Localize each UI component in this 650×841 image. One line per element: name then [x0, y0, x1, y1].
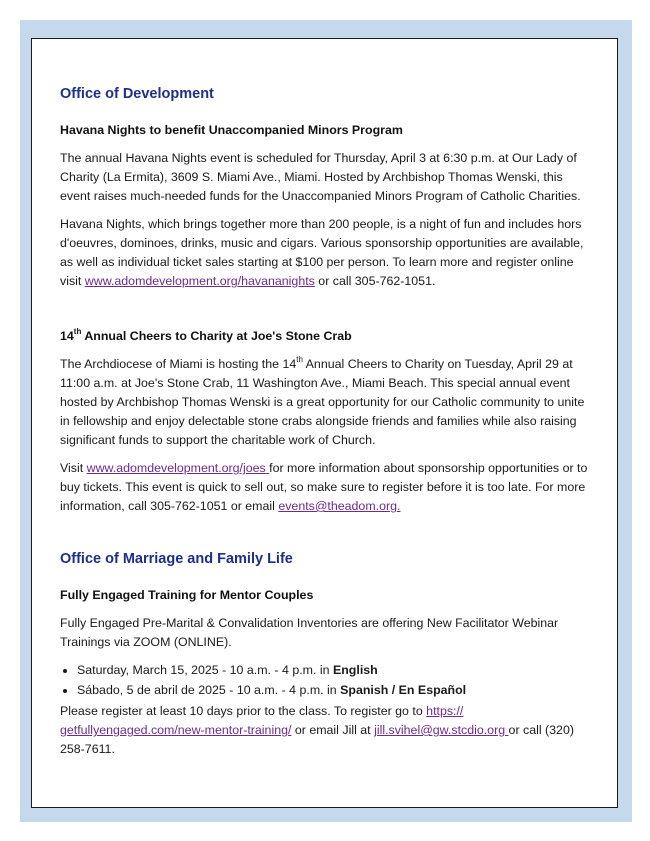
havana-nights-title: Havana Nights to benefit Unaccompanied Minors Program	[60, 123, 403, 137]
training-closing	[60, 702, 590, 759]
list-item-text: Sábado, 5 de abril de 2025 - 10 a.m. - 4 p.m. in	[77, 683, 341, 697]
havana-nights-para1: The annual Havana Nights event is scheduled for Thursday, April 3 at 6:30 p.m. at Our Lady of Charity (La Ermita), 3609 S. Miami Ave., Miami. Hosted by Archbishop Thomas Wenski, this event raises much-needed funds for the Unaccompanied Minors Program of Catholic Charities.	[60, 151, 581, 203]
closing-pre: Please register at least 10 days prior to the class. To register go to	[60, 704, 427, 718]
development-heading: Office of Development	[60, 86, 214, 102]
mentor-training-link[interactable]: https:// getfullyengaged.com/new-mentor-training/	[60, 704, 464, 737]
list-item	[77, 661, 590, 680]
document-content	[60, 85, 590, 768]
list-item	[77, 681, 590, 700]
events-email-link[interactable]: events@theadom.org.	[278, 499, 401, 513]
havana-nights-link[interactable]: www.adomdevelopment.org/havananights	[84, 274, 315, 288]
jill-email-link[interactable]: jill.svihel@gw.stcdio.org	[374, 723, 509, 737]
havana-nights-para2	[60, 215, 590, 291]
marriage-heading: Office of Marriage and Family Life	[60, 551, 293, 567]
spacer	[60, 300, 590, 327]
spacer	[60, 525, 590, 550]
cheers-para2-pre: Visit	[60, 461, 87, 475]
joes-link[interactable]: www.adomdevelopment.org/joes	[86, 461, 270, 475]
cheers-para2-mid: for more information about sponsorship opportunities or to buy tickets. This event is quick to sell out, so make sure to register before it is too late. For more information, call 305-762-1051 or email	[60, 461, 588, 513]
list-item-text: Saturday, March 15, 2025 - 10 a.m. - 4 p.m. in	[77, 663, 333, 677]
cheers-title-sup: th	[73, 327, 82, 336]
training-title: Fully Engaged Training for Mentor Couples	[60, 588, 314, 602]
cheers-para2	[60, 459, 590, 516]
closing-mid: or email Jill at	[291, 723, 375, 737]
cheers-title-rest: Annual Cheers to Charity at Joe's Stone Crab	[81, 329, 352, 343]
list-item-language: English	[332, 663, 378, 677]
havana-para2-text: Havana Nights, which brings together more than 200 people, is a night of fun and includes hors d'oeuvres, dominoes, drinks, music and cigars. Various sponsorship opportunities are available, as well as individual ticket sales starting at $100 per person. To learn more and register online visit	[60, 217, 584, 288]
training-intro: Fully Engaged Pre-Marital & Convalidation Inventories are offering New Facilitator Webinar Trainings via ZOOM (ONLINE).	[60, 616, 559, 649]
cheers-para1	[60, 355, 590, 450]
cheers-title-num: 14	[60, 329, 74, 343]
havana-para2-tail: or call 305-762-1051.	[314, 274, 436, 288]
document-page	[31, 38, 618, 808]
cheers-para1-pre: The Archdiocese of Miami is hosting the 14	[60, 357, 297, 371]
training-dates-list	[60, 661, 590, 700]
cheers-title	[60, 327, 590, 345]
list-item-language: Spanish / En Español	[340, 683, 467, 697]
cheers-para1-post: Annual Cheers to Charity on Tuesday, April 29 at 11:00 a.m. at Joe's Stone Crab, 11 Washington Ave., Miami Beach. This special annual event hosted by Archbishop Thomas Wenski is a great opportunity for our Catholic community to unite in fellowship and enjoy delectable stone crabs alongside friends and families while also raising significant funds to support the charitable work of Church.	[60, 357, 585, 447]
cheers-para1-sup: th	[296, 355, 303, 364]
closing-post: or call (320) 258-7611.	[60, 723, 574, 756]
